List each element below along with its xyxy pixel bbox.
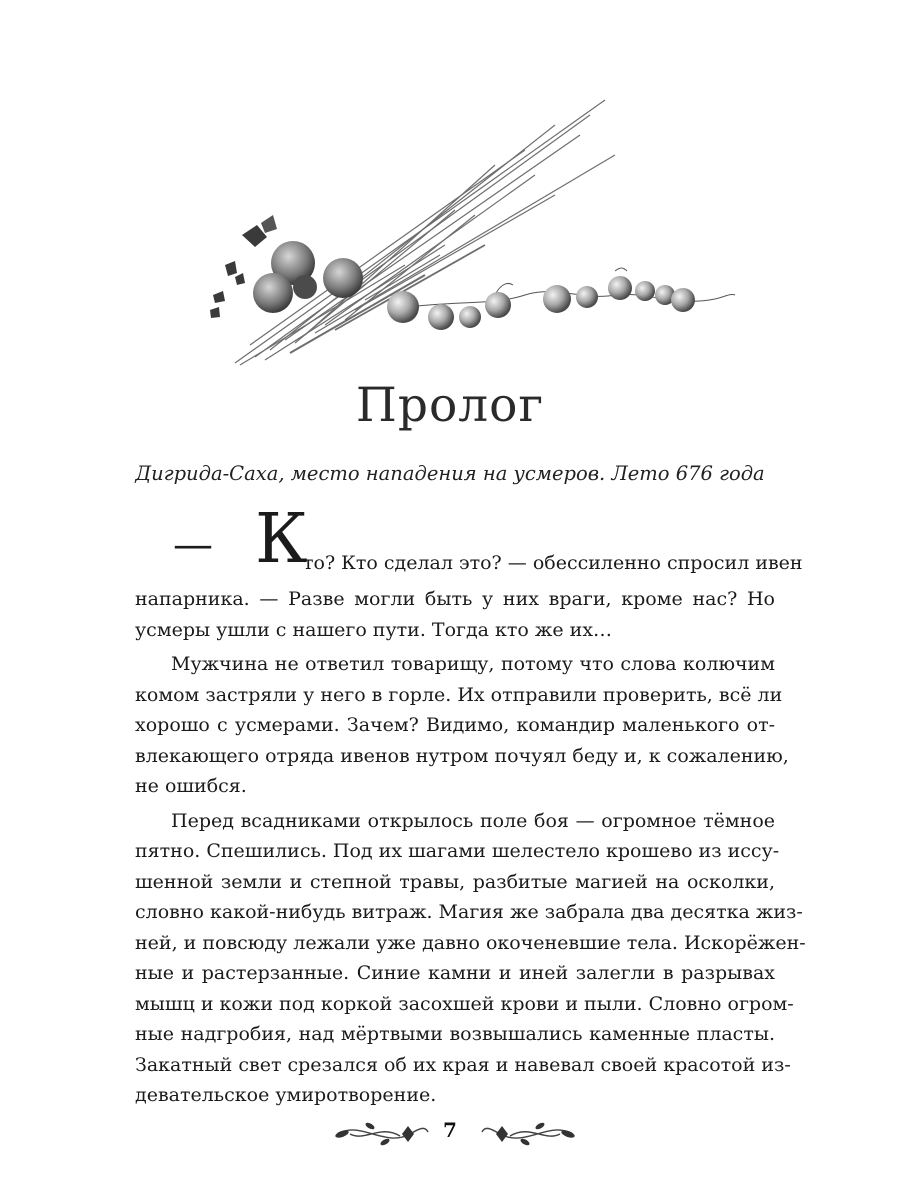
text-line: шенной земли и степной травы, разбитые магией на осколки, [135, 870, 775, 893]
page-number: 7 [443, 1118, 457, 1142]
wheat-and-beads-illustration [195, 95, 755, 385]
text-line: мышц и кожи под коркой засохшей крови и пыли. Словно огром- [135, 992, 794, 1015]
body-text [135, 500, 806, 1111]
text-line: напарника. — Разве могли быть у них враги, кроме нас? Но [135, 588, 775, 610]
text-line: Перед всадниками открылось поле боя — огромное тёмное [171, 809, 775, 832]
text-line: хорошо с усмерами. Зачем? Видимо, командир маленького от- [135, 714, 775, 736]
text-line: то? Кто сделал это? — обессиленно спросил ивен [303, 552, 803, 574]
text-line: словно какой-нибудь витраж. Магия же забрала два десятка жиз- [135, 901, 803, 923]
text-line: усмеры ушли с нашего пути. Тогда кто же их… [135, 618, 613, 641]
text-line: ные и растерзанные. Синие камни и иней залегли в разрывах [135, 962, 775, 984]
text-line: ней, и повсюду лежали уже давно окоченевшие тела. Искорёжен- [135, 931, 806, 954]
text-line: пятно. Спешились. Под их шагами шелестело крошево из иссу- [135, 840, 780, 862]
beads [387, 276, 695, 330]
text-line: комом застряли у него в горле. Их отправили проверить, всё ли [135, 683, 783, 706]
chapter-title: Пролог [355, 378, 545, 433]
opening-dash: — [173, 522, 213, 568]
chapter-subtitle: Дигрида-Саха, место нападения на усмеров. Лето 676 года [135, 462, 765, 485]
opening-line [135, 500, 803, 579]
grass-stalks [235, 100, 615, 365]
text-line: ные надгробия, над мёртвыми возвышались каменные пласты. [135, 1023, 775, 1045]
dropcap: К [255, 500, 308, 579]
text-line: девательское умиротворение. [135, 1084, 437, 1106]
text-line: не ошибся. [135, 775, 247, 797]
text-line: влекающего отряда ивенов нутром почуял беду и, к сожалению, [135, 744, 789, 767]
text-line: Закатный свет срезался об их края и навевал своей красотой из- [135, 1053, 791, 1076]
text-line: Мужчина не ответил товарищу, потому что слова колючим [171, 653, 775, 675]
rock-cluster [253, 241, 363, 313]
